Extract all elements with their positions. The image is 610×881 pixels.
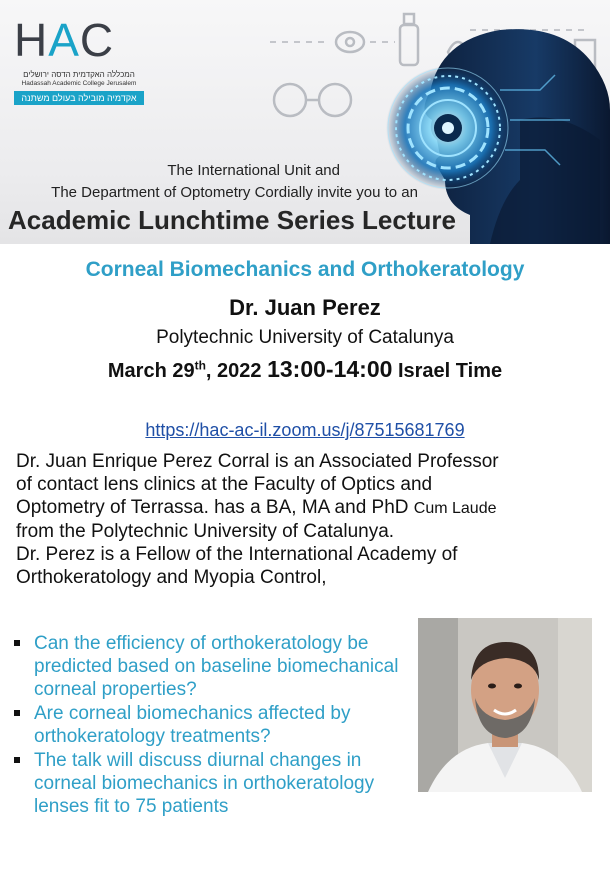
bio-line: Dr. Perez is a Fellow of the International Academy of [16, 544, 458, 565]
topic-text: Can the efficiency of orthokeratology be predicted based on baseline biomechanical corneal properties? [34, 633, 399, 700]
bio-text: Optometry of Terrassa. has a BA, MA and PhD [16, 497, 414, 518]
invitation-text [0, 160, 480, 204]
date-suffix: , 2022 [205, 360, 268, 382]
date-ordinal: th [194, 358, 206, 373]
hac-logo [14, 14, 144, 105]
bio-honors: Cum Laude [413, 500, 497, 517]
topic-text: The talk will discuss diurnal changes in corneal biomechanics in orthokeratology lenses fit to 75 patients [34, 750, 375, 817]
bio-line: from the Polytechnic University of Catalunya. [16, 521, 395, 542]
list-item [14, 632, 414, 701]
bullet-square-icon [14, 640, 20, 646]
speaker-portrait [418, 618, 592, 792]
topic-list [14, 632, 414, 819]
lecture-title: Corneal Biomechanics and Orthokeratology [85, 258, 525, 281]
logo-mark: HAC [14, 14, 115, 66]
speaker-bio [16, 450, 606, 589]
lecture-time: 13:00-14:00 [267, 356, 393, 382]
list-item [14, 702, 414, 748]
bullet-square-icon [14, 710, 20, 716]
logo-hebrew-name: המכללה האקדמית הדסה ירושלים [23, 70, 135, 79]
lecture-datetime [0, 356, 610, 383]
logo-english-name: Hadassah Academic College Jerusalem [21, 80, 137, 87]
speaker-name: Dr. Juan Perez [229, 295, 381, 320]
invite-line-2: The Department of Optometry Cordially invite you to an [51, 184, 418, 201]
logo-tagline: אקדמיה מובילה בעולם משתנה [14, 91, 144, 105]
header-banner [0, 0, 610, 244]
bio-line: Dr. Juan Enrique Perez Corral is an Associated Professor [16, 451, 499, 472]
date-prefix: March 29 [107, 360, 195, 382]
bio-line: of contact lens clinics at the Faculty of Optics and [16, 474, 433, 495]
series-title: Academic Lunchtime Series Lecture [8, 205, 456, 235]
list-item [14, 749, 414, 818]
topic-text: Are corneal biomechanics affected by orthokeratology treatments? [34, 703, 351, 747]
speaker-affiliation: Polytechnic University of Catalunya [156, 327, 454, 348]
bio-line [16, 496, 606, 520]
bullet-square-icon [14, 757, 20, 763]
zoom-link[interactable]: https://hac-ac-il.zoom.us/j/87515681769 [145, 420, 465, 440]
bio-line: Orthokeratology and Myopia Control, [16, 567, 327, 588]
timezone: Israel Time [392, 360, 503, 382]
speaker-photo [418, 618, 592, 792]
invite-line-1: The International Unit and [167, 162, 340, 179]
